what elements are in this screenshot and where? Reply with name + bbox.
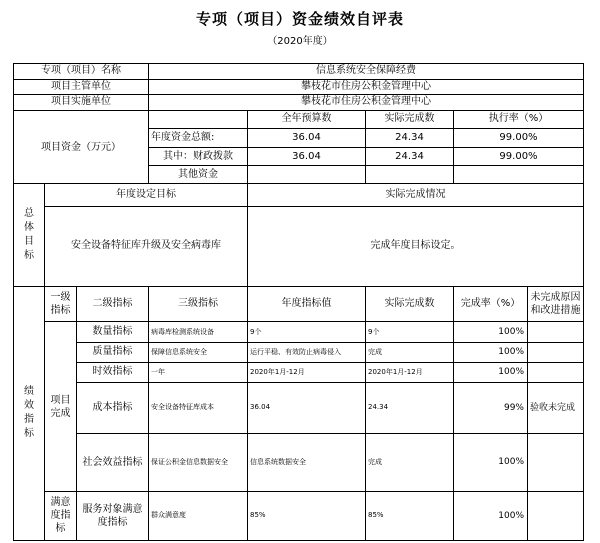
perf-timeliness-actual: 2020年1月-12月	[366, 362, 454, 382]
perf-timeliness-rate: 100%	[454, 362, 528, 382]
supervisor-value: 攀枝花市住房公积金管理中心	[149, 79, 584, 95]
perf-quality-level2: 质量指标	[77, 342, 149, 362]
form-title: 专项（项目）资金绩效自评表	[195, 10, 404, 28]
perf-satisfaction-rate: 100%	[454, 491, 528, 540]
perf-social-reason	[528, 433, 584, 491]
perf-quantity-actual: 9个	[366, 322, 454, 342]
perf-cost-reason: 验收未完成	[528, 382, 584, 433]
perf-satisfaction-level2: 服务对象满意度指标	[77, 491, 149, 540]
funds-label: 项目资金（万元）	[14, 110, 149, 184]
funds-fiscal-label: 其中：财政拨款	[149, 147, 248, 166]
funds-fiscal-budget: 36.04	[248, 147, 366, 166]
perf-quality-level3: 保障信息系统安全	[149, 342, 248, 362]
perf-row-social	[14, 433, 584, 491]
perf-quantity-reason	[528, 322, 584, 342]
perf-quality-target: 运行平稳、有效防止病毒侵入	[248, 342, 366, 362]
perf-header-level3: 三级指标	[149, 286, 248, 322]
perf-header-row	[14, 286, 584, 322]
perf-quality-reason	[528, 342, 584, 362]
perf-quantity-rate: 100%	[454, 322, 528, 342]
perf-header-reason: 未完成原因和改进措施	[528, 286, 584, 322]
perf-group-satisfaction: 满意度指标	[45, 491, 77, 540]
perf-quantity-level2: 数量指标	[77, 322, 149, 342]
perf-quality-actual: 完成	[366, 342, 454, 362]
perf-row-satisfaction	[14, 491, 584, 540]
perf-social-level2: 社会效益指标	[77, 433, 149, 491]
perf-social-level3: 保证公积金信息数据安全	[149, 433, 248, 491]
funds-other-label: 其他资金	[149, 166, 248, 184]
form-year: （2020年度）	[267, 36, 333, 47]
perf-quality-rate: 100%	[454, 342, 528, 362]
project-name-row	[14, 64, 584, 80]
perf-group-project: 项目完成	[45, 322, 77, 491]
perf-social-actual: 完成	[366, 433, 454, 491]
perf-cost-level2: 成本指标	[77, 382, 149, 433]
funds-total-label: 年度资金总额:	[149, 128, 248, 147]
perf-satisfaction-reason	[528, 491, 584, 540]
goals-content-row	[14, 206, 584, 286]
perf-timeliness-reason	[528, 362, 584, 382]
perf-section-label: 绩效指标	[14, 286, 45, 540]
perf-cost-target: 36.04	[248, 382, 366, 433]
implementer-row	[14, 95, 584, 111]
perf-row-cost	[14, 382, 584, 433]
implementer-label: 项目实施单位	[14, 95, 149, 111]
perf-satisfaction-actual: 85%	[366, 491, 454, 540]
funds-header-row	[14, 110, 584, 128]
perf-cost-level3: 安全设备特征库成本	[149, 382, 248, 433]
goals-actual-text: 完成年度目标设定。	[248, 206, 584, 286]
perf-cost-rate: 99%	[454, 382, 528, 433]
funds-total-actual: 24.34	[366, 128, 454, 147]
goals-section-label: 总体目标	[14, 184, 45, 287]
perf-timeliness-level2: 时效指标	[77, 362, 149, 382]
perf-quantity-target: 9个	[248, 322, 366, 342]
funds-total-rate: 99.00%	[454, 128, 584, 147]
perf-header-actual: 实际完成数	[366, 286, 454, 322]
perf-timeliness-target: 2020年1月-12月	[248, 362, 366, 382]
perf-header-level1: 一级指标	[45, 286, 77, 322]
goals-header-row	[14, 184, 584, 206]
funds-header-budget: 全年预算数	[248, 110, 366, 128]
perf-cost-actual: 24.34	[366, 382, 454, 433]
funds-header-actual: 实际完成数	[366, 110, 454, 128]
perf-quantity-level3: 病毒库检测系统设备	[149, 322, 248, 342]
perf-social-target: 信息系统数据安全	[248, 433, 366, 491]
funds-other-actual	[366, 166, 454, 184]
funds-header-rate: 执行率（%）	[454, 110, 584, 128]
perf-social-rate: 100%	[454, 433, 528, 491]
perf-row-quality	[14, 342, 584, 362]
perf-header-rate: 完成率（%）	[454, 286, 528, 322]
funds-header-blank	[149, 110, 248, 128]
perf-header-level2: 二级指标	[77, 286, 149, 322]
funds-other-budget	[248, 166, 366, 184]
goals-actual-header: 实际完成情况	[248, 184, 584, 206]
perf-satisfaction-level3: 群众满意度	[149, 491, 248, 540]
project-name-value: 信息系统安全保障经费	[149, 64, 584, 80]
goals-target-header: 年度设定目标	[45, 184, 248, 206]
funds-other-rate	[454, 166, 584, 184]
project-name-label: 专项（项目）名称	[14, 64, 149, 80]
perf-header-target: 年度指标值	[248, 286, 366, 322]
perf-row-timeliness	[14, 362, 584, 382]
evaluation-table	[13, 63, 584, 541]
supervisor-row	[14, 79, 584, 95]
funds-total-budget: 36.04	[248, 128, 366, 147]
implementer-value: 攀枝花市住房公积金管理中心	[149, 95, 584, 111]
perf-satisfaction-target: 85%	[248, 491, 366, 540]
perf-timeliness-level3: 一年	[149, 362, 248, 382]
perf-row-quantity	[14, 322, 584, 342]
goals-target-text: 安全设备特征库升级及安全病毒库	[45, 206, 248, 286]
funds-fiscal-actual: 24.34	[366, 147, 454, 166]
funds-fiscal-rate: 99.00%	[454, 147, 584, 166]
supervisor-label: 项目主管单位	[14, 79, 149, 95]
